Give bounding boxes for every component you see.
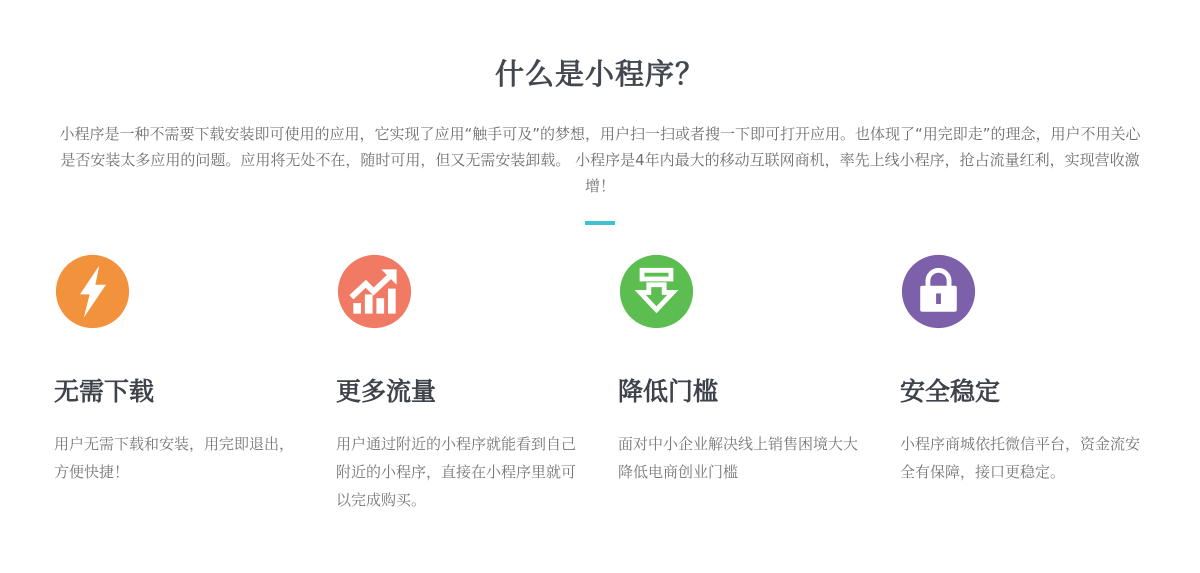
- page-title: 什么是小程序？: [494, 57, 705, 91]
- feature-description: 面对中小企业解决线上销售困境大大降低电商创业门槛: [618, 435, 859, 481]
- feature-card-secure-stable: [900, 253, 1146, 514]
- feature-description: 小程序商城依托微信平台，资金流安全有保障，接口更稳定。: [900, 435, 1141, 481]
- feature-title: 无需下载: [54, 377, 155, 406]
- feature-description: 用户通过附近的小程序就能看到自己附近的小程序，直接在小程序里就可以完成购买。: [336, 435, 577, 509]
- lightning-icon: [54, 253, 131, 330]
- feature-grid: [54, 253, 1146, 514]
- growth-chart-icon: [336, 253, 413, 330]
- feature-title: 更多流量: [336, 377, 437, 406]
- feature-card-no-download: [54, 253, 300, 514]
- download-icon: [618, 253, 695, 330]
- accent-divider: [585, 221, 615, 225]
- lock-icon: [900, 253, 977, 330]
- feature-description: 用户无需下载和安装，用完即退出，方便快捷！: [54, 435, 295, 481]
- feature-title: 安全稳定: [900, 377, 1001, 406]
- feature-card-more-traffic: [336, 253, 582, 514]
- feature-title: 降低门槛: [618, 377, 719, 406]
- feature-card-lower-threshold: [618, 253, 864, 514]
- intro-paragraph: 小程序是一种不需要下载安装即可使用的应用，它实现了应用“触手可及”的梦想，用户扫一扫或者搜一下即可打开应用。也体现了“用完即走”的理念，用户不用关心是否安装太多应用的问题。应用将无处不在，随时可用，但又无需安装卸载。 小程序是4年内最大的移动互联网商机，率先上线小程序，抢占流量红利，实现营收激增！: [59, 125, 1141, 195]
